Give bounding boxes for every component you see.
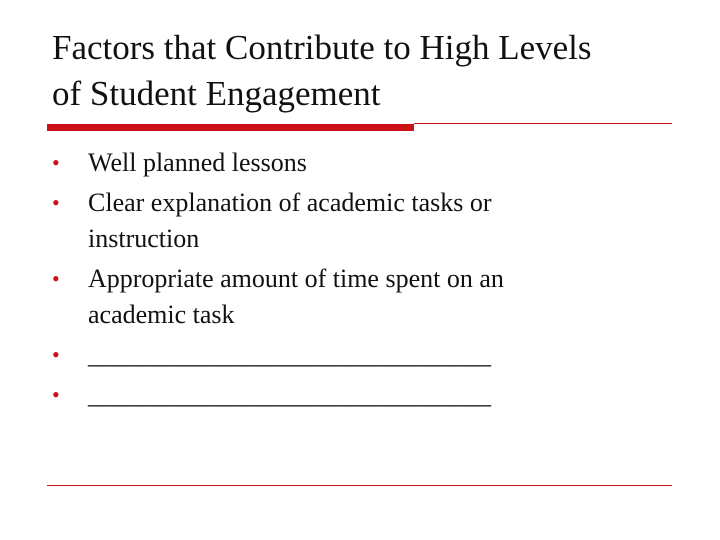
footer-rule [47,485,672,486]
title-underline-thin [414,123,672,124]
fill-in-blank: _______________________________ [88,340,491,369]
bullet-icon: • [52,266,60,291]
bullet-text-line-1: Appropriate amount of time spent on an [88,264,504,293]
bullet-icon: • [52,382,60,407]
title-line-2: of Student Engagement [52,74,381,113]
bullet-text-line-2: academic task [88,300,235,329]
bullet-item-appropriate-time [52,261,672,333]
title-underline-thick [47,124,414,131]
bullet-text-line-1: Clear explanation of academic tasks or [88,188,492,217]
bullet-text-line-2: instruction [88,224,200,253]
bullet-item-well-planned-lessons [52,145,672,181]
bullet-icon: • [52,150,60,175]
slide-title [52,25,692,117]
bullet-item-blank-1 [52,337,672,373]
bullet-list [52,145,672,417]
fill-in-blank: _______________________________ [88,380,491,409]
bullet-text: Well planned lessons [88,148,307,177]
bullet-icon: • [52,190,60,215]
bullet-item-blank-2 [52,377,672,413]
bullet-item-clear-explanation [52,185,672,257]
title-line-1: Factors that Contribute to High Levels [52,28,592,67]
bullet-icon: • [52,342,60,367]
